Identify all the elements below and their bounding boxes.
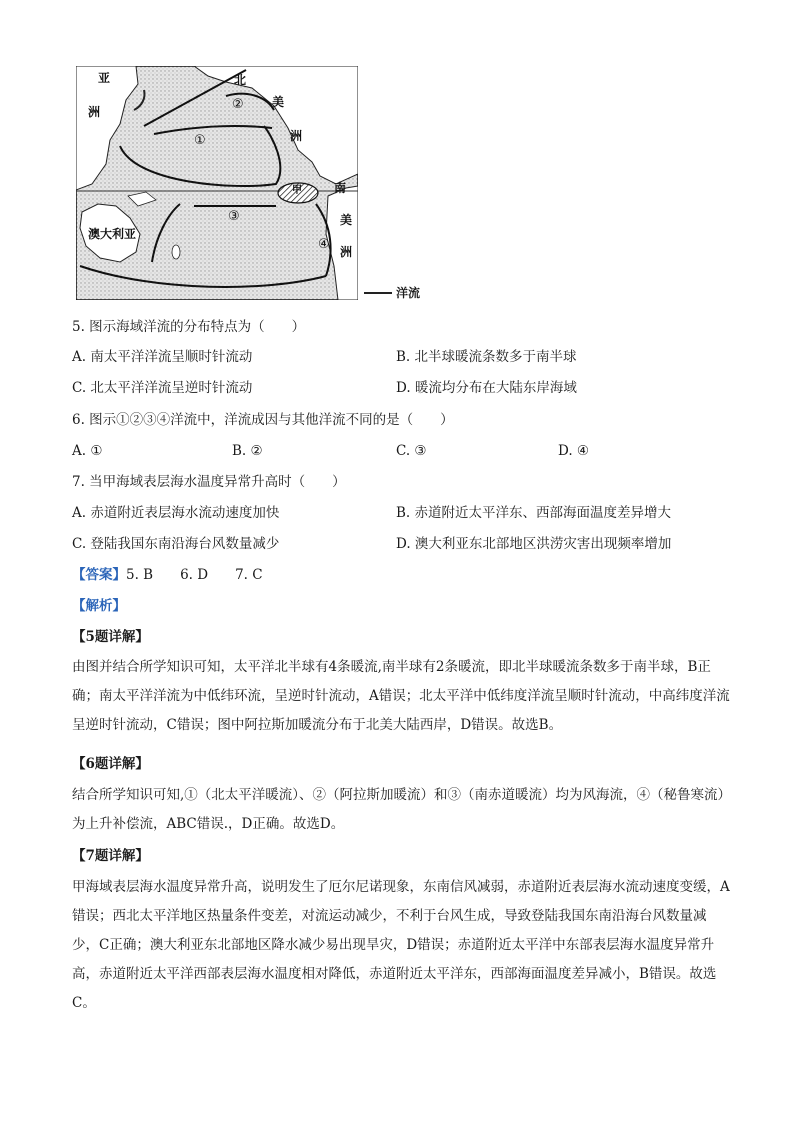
label-current-2: ② <box>232 97 244 112</box>
question-6-option-c: C. ③ <box>396 443 427 459</box>
question-5-option-d: D. 暖流均分布在大陆东岸海域 <box>396 380 577 396</box>
map-drawing <box>76 66 358 300</box>
question-7-option-a: A. 赤道附近表层海水流动速度加快 <box>72 505 280 521</box>
label-current-1: ① <box>194 133 206 148</box>
question-6-option-d: D. ④ <box>558 443 590 459</box>
detail-6-text <box>72 781 732 839</box>
question-5-stem: 5. 图示海域洋流的分布特点为（ ） <box>72 319 306 335</box>
question-6-stem: 6. 图示①②③④洋流中，洋流成因与其他洋流不同的是（ ） <box>72 412 454 428</box>
detail-7-text <box>72 873 732 1018</box>
question-6-option-b: B. ② <box>232 443 263 459</box>
question-6-option-a: A. ① <box>72 443 103 459</box>
question-7-option-d: D. 澳大利亚东北部地区洪涝灾害出现频率增加 <box>396 536 672 552</box>
question-7-option-b: B. 赤道附近太平洋东、西部海面温度差异增大 <box>396 505 672 521</box>
question-7-stem: 7. 当甲海域表层海水温度异常升高时（ ） <box>72 474 346 490</box>
label-jia: 甲 <box>292 185 302 196</box>
detail-7-paragraph: 甲海域表层海水温度异常升高，说明发生了厄尔尼诺现象，东南信风减弱，赤道附近表层海水流动速度变缓，A错误；西北太平洋地区热量条件变差，对流运动减少，不利于台风生成，导致登陆我国东南沿海台风数量减少，C正确；澳大利亚东北部地区降水减少易出现旱灾，D错误；赤道附近太平洋中东部表层海水温度异常升高，赤道附近太平洋西部表层海水温度相对降低，赤道附近太平洋东，西部海面温度差异减小，B错误。故选C。 <box>72 879 730 1011</box>
label-north-america-2: 洲 <box>290 129 303 143</box>
detail-5-paragraph: 由图并结合所学知识可知，太平洋北半球有4条暖流,南半球有2条暖流，即北半球暖流条数多于南半球，B正确；南太平洋洋流为中低纬环流，呈逆时针流动，A错误；北太平洋中低纬度洋流呈顺时针流动，中高纬度洋流呈逆时针流动，C错误；图中阿拉斯加暖流分布于北美大陆西岸，D错误。故选B。 <box>72 659 730 733</box>
answer-text: 5. B 6. D 7. C <box>126 567 263 583</box>
answer-line <box>72 566 263 584</box>
legend-line-swatch <box>364 292 392 294</box>
legend-label: 洋流 <box>396 286 421 300</box>
label-australia: 澳大利亚 <box>88 227 137 241</box>
detail-6-paragraph: 结合所学知识可知,①（北太平洋暖流）、②（阿拉斯加暖流）和③（南赤道暖流）均为风海流，④（秘鲁寒流）为上升补偿流，ABC错误.，D正确。故选D。 <box>72 787 732 832</box>
detail-5-text <box>72 653 732 740</box>
label-current-4: ④ <box>318 237 330 252</box>
detail-5-heading: 【5题详解】 <box>72 629 149 645</box>
detail-6-heading: 【6题详解】 <box>72 756 149 772</box>
label-south-america-2: 洲 <box>340 245 353 259</box>
label-south-1: 南 <box>334 181 347 195</box>
map-legend <box>364 284 420 301</box>
label-asia-2: 洲 <box>88 105 101 119</box>
detail-7-heading: 【7题详解】 <box>72 848 149 864</box>
label-current-3: ③ <box>228 209 240 224</box>
question-7-option-c: C. 登陆我国东南沿海台风数量减少 <box>72 536 280 552</box>
label-north-america-1: 美 <box>272 95 285 109</box>
question-5-option-b: B. 北半球暖流条数多于南半球 <box>396 349 577 365</box>
analysis-tag: 【解析】 <box>72 598 126 614</box>
label-south-america-1: 美 <box>340 213 353 227</box>
label-north-1: 北 <box>234 73 247 87</box>
question-5-option-a: A. 南太平洋洋流呈顺时针流动 <box>72 349 253 365</box>
pacific-current-map <box>76 66 358 300</box>
question-5-option-c: C. 北太平洋洋流呈逆时针流动 <box>72 380 253 396</box>
answer-tag: 【答案】 <box>72 567 126 583</box>
label-asia-1: 亚 <box>98 71 111 85</box>
